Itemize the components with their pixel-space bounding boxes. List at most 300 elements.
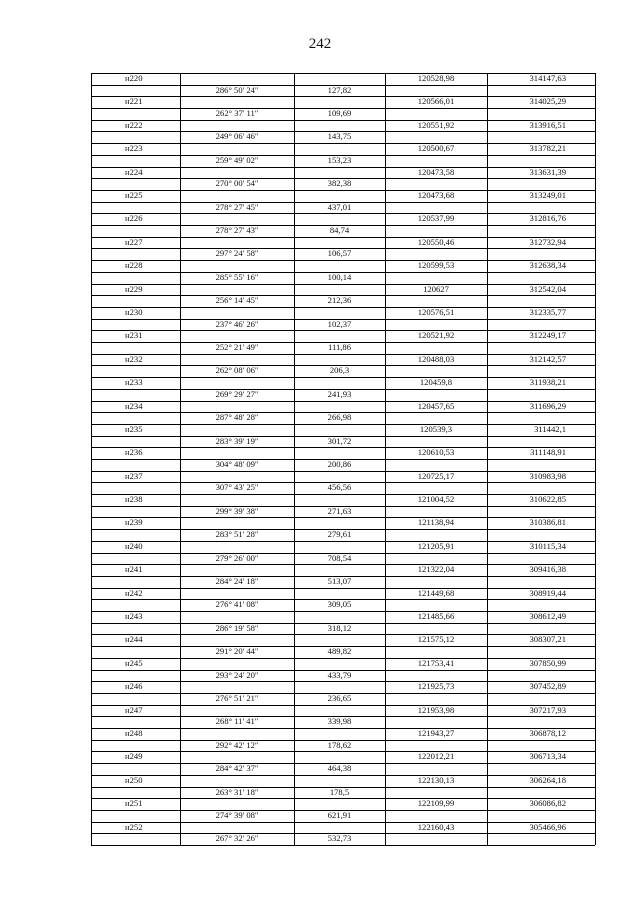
table-border-line [91, 845, 595, 846]
segment-length: 621,91 [327, 809, 352, 820]
direction-angle: 284° 42' 37" [215, 763, 259, 774]
point-row [91, 634, 595, 645]
point-row [91, 354, 595, 365]
y-coordinate: 313916,51 [529, 119, 566, 130]
x-coordinate: 120576,51 [417, 306, 455, 317]
x-coordinate: 120539,3 [419, 423, 453, 434]
segment-row [91, 716, 595, 727]
point-name: н244 [125, 634, 143, 645]
direction-angle: 249° 06' 46" [215, 131, 259, 142]
row-divider-line [385, 389, 595, 390]
x-coordinate: 120550,46 [417, 236, 455, 247]
row-divider-line [385, 787, 595, 788]
y-coordinate: 311148,91 [530, 447, 566, 458]
x-coordinate: 121004,52 [417, 494, 455, 505]
row-divider-line [91, 634, 595, 635]
segment-row [91, 248, 595, 259]
row-divider-line [385, 459, 595, 460]
row-divider-line [91, 681, 595, 682]
segment-length: 309,05 [327, 599, 352, 610]
row-divider-line [91, 295, 385, 296]
y-coordinate: 313631,39 [529, 166, 566, 177]
y-coordinate: 312638,34 [529, 260, 566, 271]
row-divider-line [385, 248, 595, 249]
direction-angle: 267° 32' 26" [215, 833, 259, 844]
segment-row [91, 459, 595, 470]
segment-row [91, 740, 595, 751]
direction-angle: 286° 19' 58" [215, 622, 259, 633]
row-divider-line [385, 108, 595, 109]
row-divider-line [91, 202, 385, 203]
point-name: н240 [125, 540, 143, 551]
row-divider-line [385, 202, 595, 203]
point-row [91, 564, 595, 575]
point-name: н228 [125, 260, 143, 271]
row-divider-line [385, 763, 595, 764]
x-coordinate: 120599,53 [417, 260, 455, 271]
x-coordinate: 120459,8 [419, 377, 453, 388]
row-divider-line [385, 623, 595, 624]
point-row [91, 751, 595, 762]
segment-row [91, 389, 595, 400]
point-row [91, 611, 595, 622]
x-coordinate: 121322,04 [417, 564, 455, 575]
x-coordinate: 120473,68 [417, 189, 455, 200]
point-row [91, 681, 595, 692]
segment-length: 513,07 [327, 575, 352, 586]
y-coordinate: 306264,18 [529, 774, 566, 785]
x-coordinate: 121485,66 [417, 611, 455, 622]
point-name: н221 [125, 96, 143, 107]
x-coordinate: 120627 [423, 283, 449, 294]
point-row [91, 260, 595, 271]
segment-length: 489,82 [327, 646, 352, 657]
segment-row [91, 436, 595, 447]
x-coordinate: 120551,92 [417, 119, 455, 130]
point-row [91, 822, 595, 833]
point-row [91, 120, 595, 131]
row-divider-line [91, 319, 385, 320]
row-divider-line [91, 506, 385, 507]
point-name: н247 [125, 704, 143, 715]
row-divider-line [91, 85, 385, 86]
row-divider-line [385, 576, 595, 577]
row-divider-line [91, 529, 385, 530]
x-coordinate: 121925,73 [417, 681, 455, 692]
row-divider-line [385, 412, 595, 413]
segment-row [91, 482, 595, 493]
row-divider-line [91, 576, 385, 577]
row-divider-line [91, 178, 385, 179]
row-divider-line [91, 354, 595, 355]
direction-angle: 279° 26' 00" [215, 552, 259, 563]
segment-row [91, 319, 595, 330]
segment-length: 84,74 [329, 225, 350, 236]
segment-row [91, 131, 595, 142]
column-line [180, 73, 181, 845]
segment-row [91, 295, 595, 306]
row-divider-line [91, 775, 595, 776]
segment-row [91, 155, 595, 166]
point-name: н246 [125, 681, 143, 692]
x-coordinate: 121449,68 [417, 587, 455, 598]
segment-length: 109,69 [327, 108, 352, 119]
point-row [91, 401, 595, 412]
point-name: н239 [125, 517, 143, 528]
segment-length: 143,75 [327, 131, 352, 142]
row-divider-line [385, 436, 595, 437]
x-coordinate: 121753,41 [417, 657, 455, 668]
column-line [91, 73, 92, 845]
point-name: н250 [125, 774, 143, 785]
point-name: н222 [125, 119, 143, 130]
direction-angle: 237° 46' 26" [215, 318, 259, 329]
direction-angle: 268° 11' 41" [215, 716, 259, 727]
point-name: н223 [125, 143, 143, 154]
y-coordinate: 310983,98 [529, 470, 566, 481]
row-divider-line [385, 529, 595, 530]
y-coordinate: 307217,93 [529, 704, 566, 715]
y-coordinate: 307452,89 [529, 681, 566, 692]
segment-row [91, 225, 595, 236]
direction-angle: 292° 42' 12" [215, 739, 259, 750]
point-row [91, 494, 595, 505]
point-row [91, 96, 595, 107]
y-coordinate: 310115,34 [529, 540, 566, 551]
point-row [91, 284, 595, 295]
segment-length: 266,98 [327, 412, 352, 423]
row-divider-line [91, 330, 595, 331]
row-divider-line [91, 716, 385, 717]
point-name: н231 [125, 330, 143, 341]
segment-length: 111,86 [328, 342, 351, 353]
x-coordinate: 122012,21 [417, 751, 455, 762]
row-divider-line [91, 833, 385, 834]
y-coordinate: 306086,82 [529, 798, 566, 809]
row-divider-line [91, 284, 595, 285]
segment-row [91, 365, 595, 376]
segment-row [91, 342, 595, 353]
segment-row [91, 178, 595, 189]
point-name: н233 [125, 377, 143, 388]
row-divider-line [91, 307, 595, 308]
y-coordinate: 314147,63 [529, 73, 566, 83]
segment-length: 532,73 [327, 833, 352, 844]
x-coordinate: 121943,27 [417, 728, 455, 739]
segment-length: 464,38 [327, 763, 352, 774]
direction-angle: 299° 39' 38" [215, 505, 259, 516]
page-number: 242 [308, 36, 332, 52]
y-coordinate: 308307,21 [529, 634, 566, 645]
y-coordinate: 311696,29 [529, 400, 566, 411]
y-coordinate: 308919,44 [529, 587, 566, 598]
point-row [91, 658, 595, 669]
segment-row [91, 272, 595, 283]
row-divider-line [91, 787, 385, 788]
row-divider-line [91, 517, 595, 518]
column-line [595, 73, 596, 845]
segment-length: 102,37 [327, 318, 352, 329]
direction-angle: 283° 39' 19" [215, 435, 259, 446]
y-coordinate: 306713,34 [529, 751, 566, 762]
segment-row [91, 646, 595, 657]
segment-row [91, 576, 595, 587]
point-row [91, 213, 595, 224]
segment-length: 106,57 [327, 248, 352, 259]
row-divider-line [385, 155, 595, 156]
row-divider-line [91, 646, 385, 647]
direction-angle: 291° 20' 44" [215, 646, 259, 657]
point-name: н235 [125, 423, 143, 434]
point-name: н237 [125, 470, 143, 481]
row-divider-line [91, 424, 595, 425]
row-divider-line [91, 810, 385, 811]
row-divider-line [91, 365, 385, 366]
segment-row [91, 529, 595, 540]
segment-length: 271,63 [327, 505, 352, 516]
row-divider-line [91, 670, 385, 671]
point-name: н252 [125, 821, 143, 832]
direction-angle: 256° 14' 45" [215, 295, 259, 306]
direction-angle: 307° 43' 25" [215, 482, 259, 493]
segment-length: 456,56 [327, 482, 352, 493]
column-line [487, 73, 488, 845]
direction-angle: 287° 48' 28" [215, 412, 259, 423]
row-divider-line [91, 436, 385, 437]
segment-length: 200,86 [327, 459, 352, 469]
row-divider-line [91, 553, 385, 554]
segment-length: 241,93 [327, 388, 352, 399]
direction-angle: 269° 29' 27" [215, 388, 259, 399]
segment-row [91, 553, 595, 564]
direction-angle: 278° 27' 43" [215, 225, 259, 236]
x-coordinate: 121138,94 [417, 517, 455, 528]
row-divider-line [385, 716, 595, 717]
y-coordinate: 308612,49 [529, 611, 566, 622]
direction-angle: 270° 00' 54" [215, 178, 259, 189]
point-row [91, 73, 595, 84]
row-divider-line [385, 599, 595, 600]
direction-angle: 293° 24' 20" [215, 669, 259, 680]
point-row [91, 798, 595, 809]
point-row [91, 190, 595, 201]
point-name: н229 [125, 283, 143, 294]
row-divider-line [385, 740, 595, 741]
y-coordinate: 312335,77 [529, 306, 566, 317]
x-coordinate: 122130,13 [417, 774, 455, 785]
segment-length: 178,5 [329, 786, 350, 797]
row-divider-line [91, 120, 595, 121]
x-coordinate: 120725,17 [417, 470, 455, 481]
row-divider-line [385, 553, 595, 554]
y-coordinate: 309416,38 [529, 564, 566, 575]
x-coordinate: 120500,67 [417, 143, 455, 154]
segment-length: 206,3 [329, 365, 350, 376]
point-name: н242 [125, 587, 143, 598]
row-divider-line [91, 225, 385, 226]
row-divider-line [91, 272, 385, 273]
point-row [91, 471, 595, 482]
segment-row [91, 599, 595, 610]
direction-angle: 286° 50' 24" [215, 84, 259, 95]
segment-length: 127,82 [327, 84, 352, 95]
row-divider-line [91, 131, 385, 132]
direction-angle: 304° 48' 09" [215, 459, 259, 469]
segment-row [91, 202, 595, 213]
point-row [91, 447, 595, 458]
y-coordinate: 311442,1 [534, 423, 566, 434]
row-divider-line [385, 342, 595, 343]
row-divider-line [91, 541, 595, 542]
segment-length: 178,62 [327, 739, 352, 750]
segment-length: 318,12 [327, 622, 352, 633]
point-row [91, 143, 595, 154]
segment-length: 279,61 [327, 529, 352, 540]
segment-row [91, 623, 595, 634]
row-divider-line [91, 260, 595, 261]
row-divider-line [91, 155, 385, 156]
segment-length: 382,38 [327, 178, 352, 189]
row-divider-line [91, 248, 385, 249]
y-coordinate: 312542,04 [529, 283, 566, 294]
direction-angle: 262° 37' 11" [215, 108, 259, 119]
row-divider-line [91, 167, 595, 168]
x-coordinate: 121575,12 [417, 634, 455, 645]
row-divider-line [91, 412, 385, 413]
y-coordinate: 305466,96 [529, 821, 566, 832]
point-row [91, 237, 595, 248]
direction-angle: 263° 31' 18" [215, 786, 259, 797]
point-row [91, 705, 595, 716]
y-coordinate: 312249,17 [529, 330, 566, 341]
row-divider-line [91, 822, 595, 823]
y-coordinate: 313249,01 [529, 189, 566, 200]
segment-length: 433,79 [327, 669, 352, 680]
table-border-line [91, 73, 595, 74]
point-name: н243 [125, 611, 143, 622]
point-name: н248 [125, 728, 143, 739]
point-row [91, 330, 595, 341]
row-divider-line [91, 611, 595, 612]
segment-row [91, 763, 595, 774]
segment-row [91, 108, 595, 119]
direction-angle: 278° 27' 45" [215, 201, 259, 212]
point-name: н220 [125, 73, 143, 83]
y-coordinate: 312142,57 [529, 353, 566, 364]
x-coordinate: 120488,03 [417, 353, 455, 364]
row-divider-line [91, 798, 595, 799]
point-row [91, 424, 595, 435]
segment-row [91, 833, 595, 844]
row-divider-line [91, 143, 595, 144]
row-divider-line [91, 447, 595, 448]
point-row [91, 541, 595, 552]
segment-row [91, 787, 595, 798]
row-divider-line [91, 471, 595, 472]
segment-row [91, 412, 595, 423]
x-coordinate: 120537,99 [417, 213, 455, 224]
x-coordinate: 120528,98 [417, 73, 455, 83]
segment-length: 301,72 [327, 435, 352, 446]
segment-length: 212,36 [327, 295, 352, 306]
row-divider-line [385, 646, 595, 647]
direction-angle: 276° 41' 08" [215, 599, 259, 610]
segment-length: 437,01 [327, 201, 352, 212]
row-divider-line [91, 658, 595, 659]
y-coordinate: 311938,21 [529, 377, 566, 388]
point-name: н226 [125, 213, 143, 224]
column-line [385, 73, 386, 845]
point-name: н227 [125, 236, 143, 247]
row-divider-line [385, 693, 595, 694]
row-divider-line [91, 459, 385, 460]
direction-angle: 276° 51' 21" [215, 692, 259, 703]
row-divider-line [385, 319, 595, 320]
x-coordinate: 121953,98 [417, 704, 455, 715]
row-divider-line [91, 623, 385, 624]
row-divider-line [91, 763, 385, 764]
point-row [91, 517, 595, 528]
segment-length: 708,54 [327, 552, 352, 563]
row-divider-line [91, 237, 595, 238]
column-line [294, 73, 295, 845]
point-name: н249 [125, 751, 143, 762]
segment-row [91, 85, 595, 96]
x-coordinate: 121205,91 [417, 540, 455, 551]
x-coordinate: 122160,43 [417, 821, 455, 832]
point-name: н230 [125, 306, 143, 317]
row-divider-line [91, 705, 595, 706]
x-coordinate: 120457,65 [417, 400, 455, 411]
segment-row [91, 810, 595, 821]
x-coordinate: 120566,01 [417, 96, 455, 107]
direction-angle: 262° 08' 06" [215, 365, 259, 376]
direction-angle: 274° 39' 08" [215, 809, 259, 820]
point-name: н224 [125, 166, 143, 177]
segment-row [91, 693, 595, 704]
row-divider-line [385, 85, 595, 86]
point-name: н225 [125, 189, 143, 200]
row-divider-line [385, 225, 595, 226]
y-coordinate: 312732,94 [529, 236, 566, 247]
row-divider-line [385, 482, 595, 483]
point-row [91, 775, 595, 786]
point-row [91, 167, 595, 178]
y-coordinate: 310622,85 [529, 494, 566, 505]
direction-angle: 283° 51' 28" [215, 529, 259, 540]
segment-length: 100,14 [327, 271, 352, 282]
row-divider-line [91, 482, 385, 483]
row-divider-line [91, 96, 595, 97]
x-coordinate: 120610,53 [417, 447, 455, 458]
segment-row [91, 670, 595, 681]
point-name: н251 [125, 798, 143, 809]
x-coordinate: 120521,92 [417, 330, 455, 341]
point-name: н232 [125, 353, 143, 364]
segment-length: 236,65 [327, 692, 352, 703]
direction-angle: 259° 49' 02" [215, 154, 259, 165]
row-divider-line [91, 599, 385, 600]
row-divider-line [385, 178, 595, 179]
y-coordinate: 314025,29 [529, 96, 566, 107]
row-divider-line [91, 740, 385, 741]
segment-length: 339,98 [327, 716, 352, 727]
x-coordinate: 120473,58 [417, 166, 455, 177]
direction-angle: 297° 24' 58" [215, 248, 259, 259]
point-name: н241 [125, 564, 143, 575]
row-divider-line [91, 389, 385, 390]
point-name: н238 [125, 494, 143, 505]
